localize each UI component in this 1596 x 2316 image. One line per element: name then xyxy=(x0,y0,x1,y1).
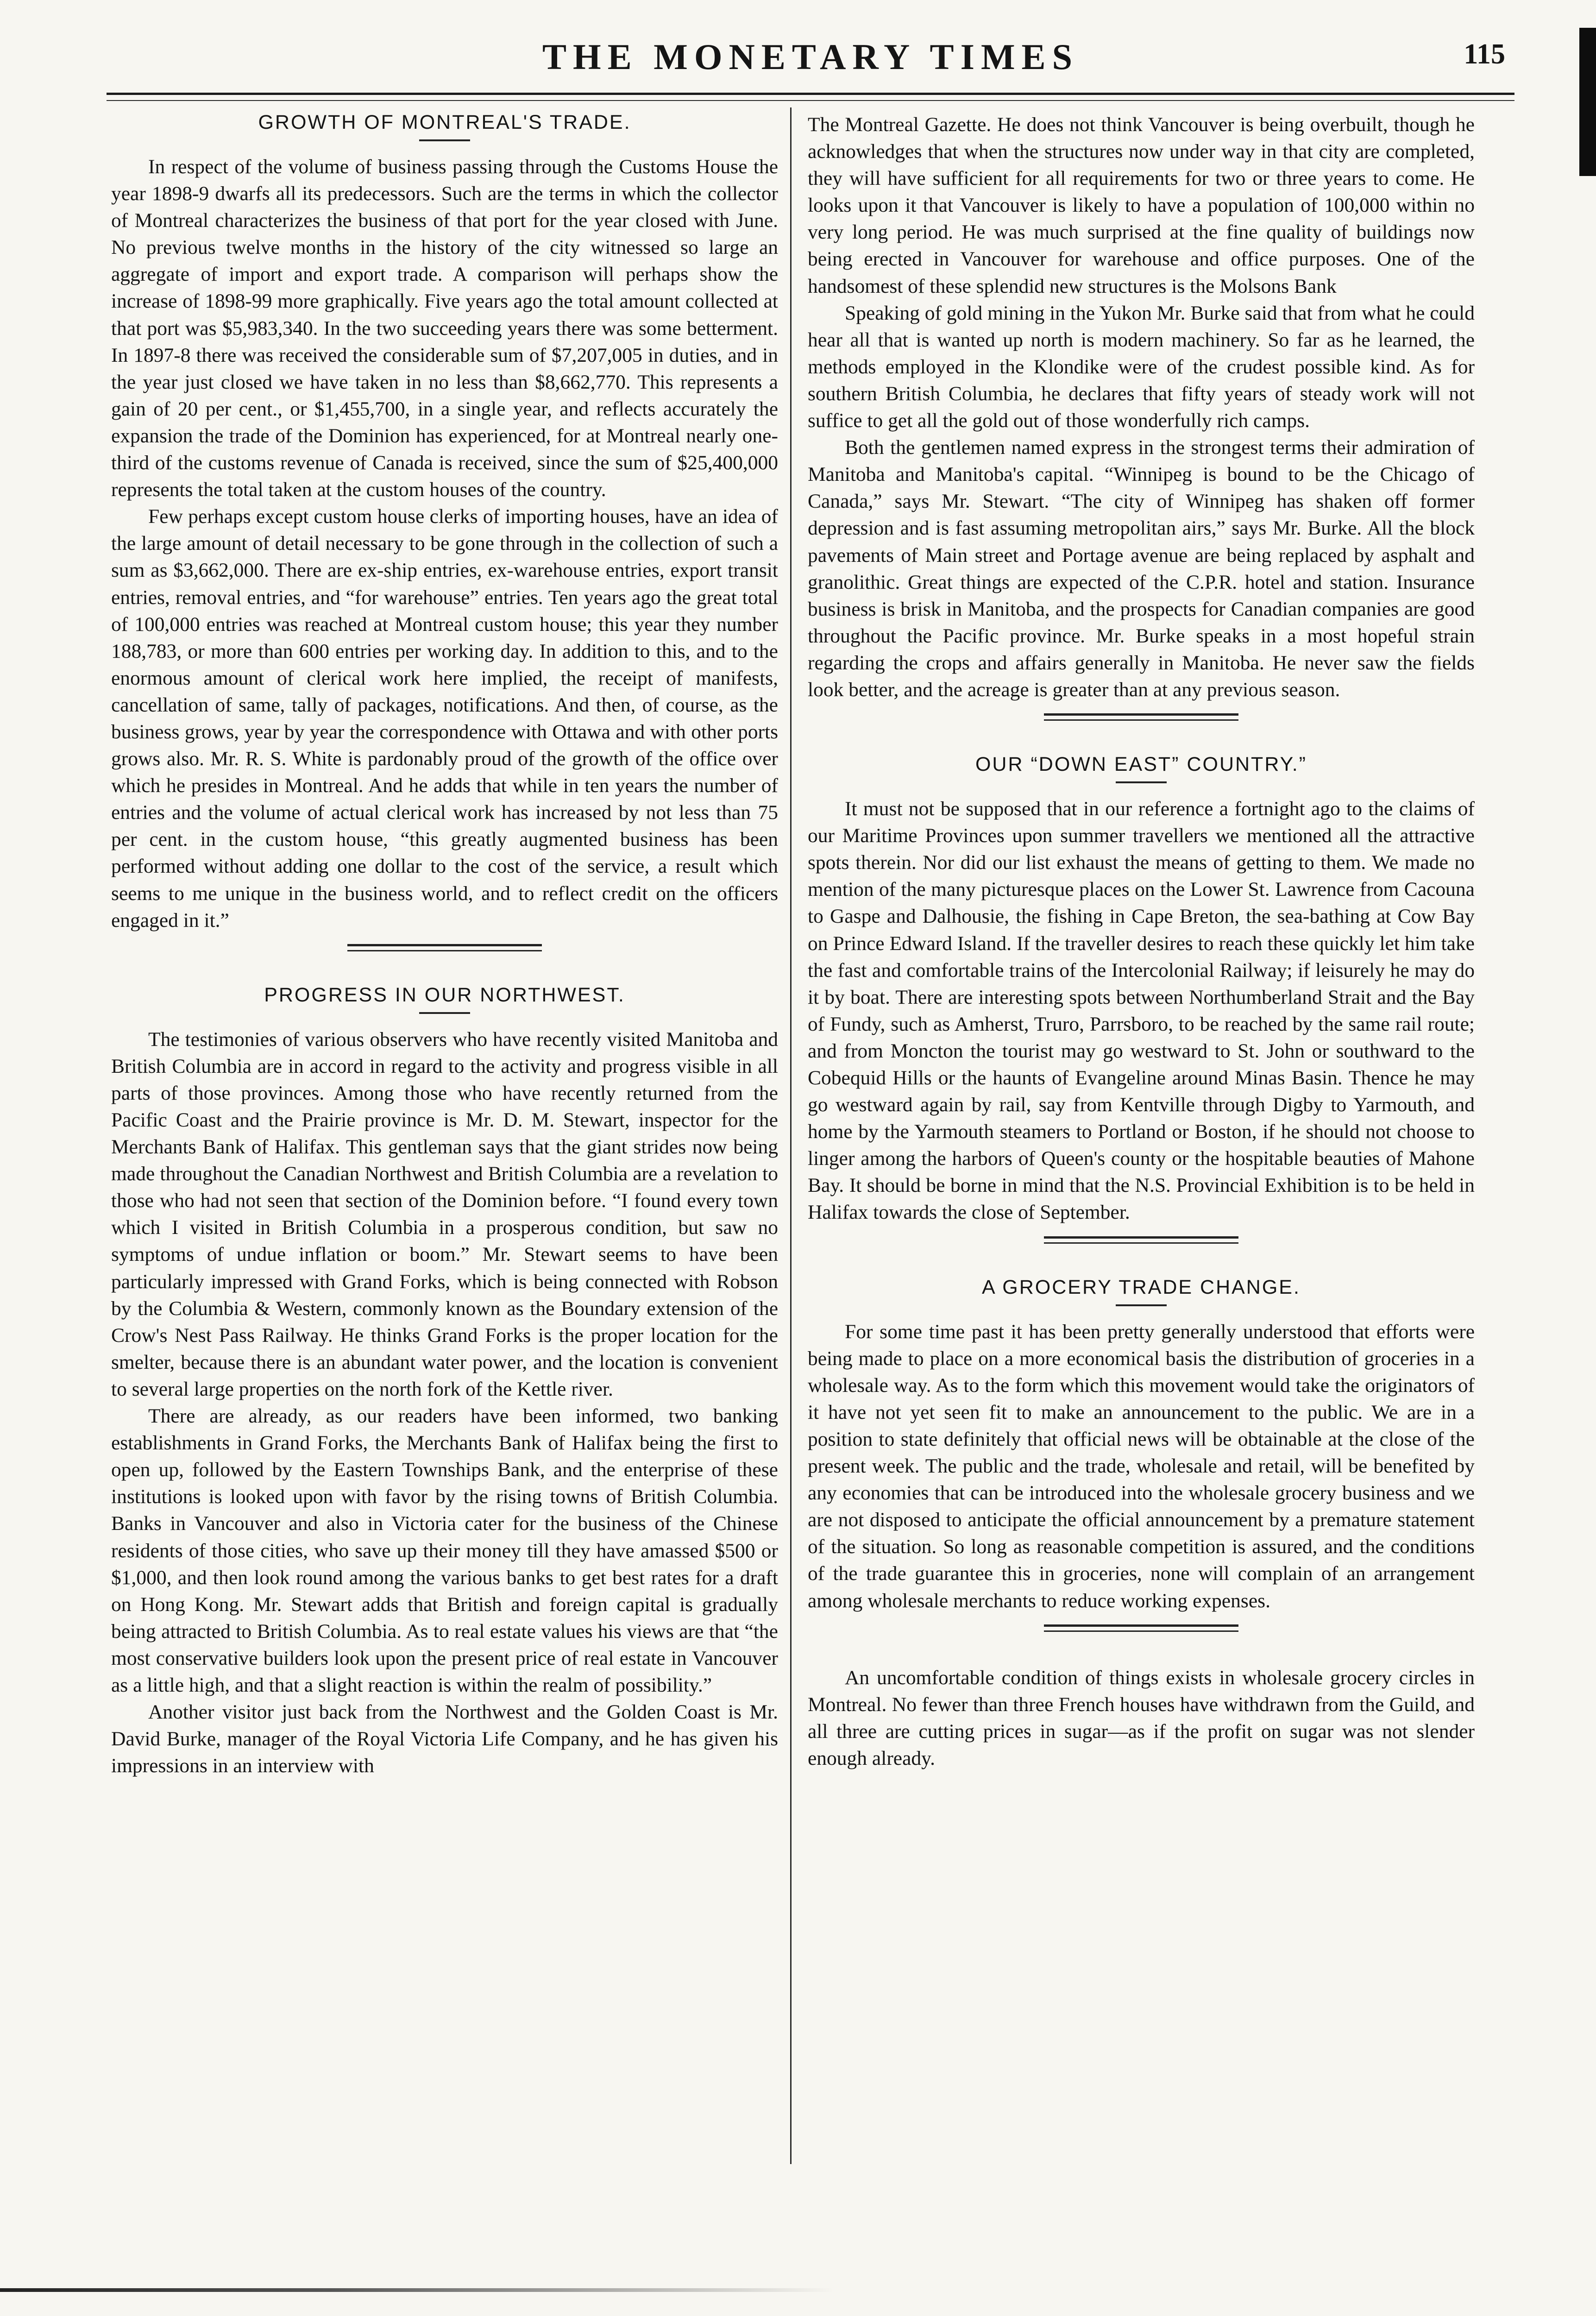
left-column xyxy=(111,111,778,1779)
article-paragraph: An uncomfortable condition of things exists in wholesale grocery circles in Montreal. No fewer than three French houses have withdrawn from the Guild, and all three are cutting prices in sugar—as if the profit on sugar was not slender enough already. xyxy=(808,1666,1475,1769)
article-growth-of-montreals-trade xyxy=(111,111,778,934)
masthead xyxy=(107,32,1514,88)
article-progress-in-our-northwest xyxy=(111,984,778,1780)
article-paragraph: The testimonies of various observers who have recently visited Manitoba and British Columbia are in accord in regard to the activity and progress visible in all parts of those provinces. Among those who have recently returned from the Pacific Coast and the Prairie province is Mr. D. M. Stewart, inspector for the Merchants Bank of Halifax. This gentleman says that the giant strides now being made throughout the Canadian Northwest and British Columbia are a revelation to those who had not seen that section of the Dominion before. “I found every town which I visited in British Columbia in a prosperous condition, but saw no symptoms of undue inflation or boom.” Mr. Stewart seems to have been particularly impressed with Grand Forks, which is being connected with Robson by the Columbia & Western, commonly known as the Boundary extension of the Crow's Nest Pass Railway. He thinks Grand Forks is the proper location for the smelter, because there is an abundant water power, and the location is convenient to several large properties on the north fork of the Kettle river. xyxy=(111,1028,778,1400)
article-heading: GROWTH OF MONTREAL'S TRADE. xyxy=(258,111,631,133)
article-heading: OUR “DOWN EAST” COUNTRY.” xyxy=(975,753,1307,776)
scan-bottom-edge xyxy=(0,2288,834,2292)
article-separator xyxy=(1044,1236,1238,1244)
article-heading: A GROCERY TRADE CHANGE. xyxy=(982,1276,1301,1298)
article-paragraph: Another visitor just back from the Northwest and the Golden Coast is Mr. David Burke, manager of the Royal Victoria Life Company, and he has given his impressions in an interview with xyxy=(111,1701,778,1777)
masthead-rule xyxy=(107,93,1514,95)
article-separator xyxy=(347,944,542,951)
article-separator xyxy=(1044,1624,1238,1632)
heading-rule xyxy=(1116,1304,1167,1306)
article-wholesale-grocery-note xyxy=(808,1664,1475,1772)
masthead-rule-thin xyxy=(107,100,1514,101)
article-paragraph: The Montreal Gazette. He does not think Vancouver is being overbuilt, though he acknowledges that when the structures now under way in that city are completed, they will have sufficient for all requirements for two or three years to come. He looks upon it that Vancouver is likely to have a population of 100,000 within no very long period. He was much surprised at the fine quality of buildings now being erected in Vancouver for warehouse and office purposes. One of the handsomest of these splendid new structures is the Molsons Bank xyxy=(808,113,1475,297)
article-paragraph: It must not be supposed that in our reference a fortnight ago to the claims of our Maritime Provinces upon summer travellers we mentioned all the attractive spots therein. Nor did our list exhaust the means of getting to them. We made no mention of the many picturesque places on the Lower St. Lawrence from Cacouna to Gaspe and Dalhousie, the fishing in Cape Breton, the sea-bathing at Cow Bay on Prince Edward Island. If the traveller desires to reach these quickly let him take the fast and comfortable trains of the Intercolonial Railway; if leisurely he may do it by boat. There are interesting spots between Northumberland Strait and the Bay of Fundy, such as Amherst, Truro, Parrsboro, to be reached by the same rail route; and from Moncton the tourist may go westward to St. John or southward to the Cobequid Hills or the haunts of Evangeline around Minas Basin. Thence he may go westward again by rail, say from Kentville through Digby to Yarmouth, and home by the Yarmouth steamers to Portland or Boston, if he should not choose to linger among the harbors of Queen's county or the hospitable beauties of Mahone Bay. It should be borne in mind that the N.S. Provincial Exhibition is to be held in Halifax towards the close of September. xyxy=(808,798,1475,1224)
article-paragraph: For some time past it has been pretty generally understood that efforts were being made to place on a more economical basis the distribution of groceries in a wholesale way. As to the form which this movement would take the originators of it have not yet seen fit to make an announcement to the public. We are in a position to state definitely that official news will be obtainable at the close of the present week. The public and the trade, wholesale and retail, will be benefited by any economies that can be introduced into the wholesale grocery business and we are not disposed to anticipate the official announcement by a premature statement of the situation. So long as reasonable competition is assured, and the conditions of the trade guarantee this in groceries, none will complain of an arrangement among wholesale merchants to reduce working expenses. xyxy=(808,1320,1475,1612)
heading-rule xyxy=(419,139,470,141)
article-grocery-trade-change xyxy=(808,1276,1475,1614)
heading-rule xyxy=(419,1012,470,1014)
heading-rule xyxy=(1116,781,1167,783)
column-divider xyxy=(790,107,792,2164)
right-column xyxy=(808,111,1475,1772)
article-paragraph: Speaking of gold mining in the Yukon Mr. Burke said that from what he could hear all that is wanted up north is modern machinery. So far as he learned, the methods employed in the Klondike were of the crudest possible kind. As for southern British Columbia, he declares that fifty years of steady work will not suffice to get all the gold out of those wonderfully rich camps. xyxy=(808,302,1475,432)
article-paragraph: Few perhaps except custom house clerks of importing houses, have an idea of the large amount of detail necessary to be gone through in the collection of such a sum as $3,662,000. There are ex-ship entries, ex-warehouse entries, export transit entries, removal entries, and “for warehouse” entries. Ten years ago the great total of 100,000 entries was reached at Montreal custom house; this year they number 188,783, or more than 600 entries per working day. In addition to this, and to the enormous amount of clerical work here implied, the receipt of manifests, cancellation of same, tally of packages, notifications. And then, of course, as the business grows, year by year the correspondence with Ottawa and with other ports grows also. Mr. R. S. White is pardonably proud of the growth of the office over which he presides in Montreal. And he adds that while in ten years the number of entries and the volume of actual clerical work has increased by not less than 75 per cent. in the custom house, “this greatly augmented business has been performed without adding one dollar to the cost of the service, a result which seems to me unique in the business world, and to reflect credit on the officers engaged in it.” xyxy=(111,505,778,931)
article-paragraph: Both the gentlemen named express in the strongest terms their admiration of Manitoba and Manitoba's capital. “Winnipeg is bound to be the Chicago of Canada,” says Mr. Stewart. “The city of Winnipeg has shaken off former depression and is fast assuming metropolitan airs,” says Mr. Burke. All the block pavements of Main street and Portage avenue are being replaced by asphalt and granolithic. Great things are expected of the C.P.R. hotel and station. Insurance business is brisk in Manitoba, and the prospects for Canadian companies are good throughout the Pacific province. Mr. Burke speaks in a most hopeful strain regarding the crops and affairs generally in Manitoba. He never saw the fields look better, and the acreage is greater than at any previous season. xyxy=(808,436,1475,701)
article-continuation xyxy=(808,111,1475,703)
page-number: 115 xyxy=(1464,38,1505,70)
article-paragraph: There are already, as our readers have been informed, two banking establishments in Grand Forks, the Merchants Bank of Halifax being the first to open up, followed by the Eastern Townships Bank, and the enterprise of these institutions is looked upon with favor by the rising towns of British Columbia. Banks in Vancouver and also in Victoria cater for the business of the Chinese residents of those cities, who save up their money till they have amassed $500 or $1,000, and then look round among the various banks to get best rates for a draft on Hong Kong. Mr. Stewart adds that British and foreign capital is gradually being attracted to British Columbia. As to real estate values his views are that “the most conservative builders look upon the present price of real estate in Vancouver as a little high, and that a slight reaction is within the realm of possibility.” xyxy=(111,1405,778,1696)
scan-edge-mark xyxy=(1579,28,1596,176)
article-heading: PROGRESS IN OUR NORTHWEST. xyxy=(264,983,625,1006)
article-down-east-country xyxy=(808,753,1475,1226)
article-separator xyxy=(1044,713,1238,721)
publication-title: THE MONETARY TIMES xyxy=(542,37,1079,77)
article-paragraph: In respect of the volume of business passing through the Customs House the year 1898-9 dwarfs all its predecessors. Such are the terms in which the collector of Montreal characterizes the business of that port for the year closed with June. No previous twelve months in the history of the city witnessed so large an aggregate of import and export trade. A comparison will perhaps show the increase of 1898-99 more graphically. Five years ago the total amount collected at that port was $5,983,340. In the two succeeding years there was some betterment. In 1897-8 there was received the considerable sum of $7,207,005 in duties, and in the year just closed we have taken in no less than $8,662,770. This represents a gain of 20 per cent., or $1,455,700, in a single year, and reflects accurately the expansion the trade of the Dominion has experienced, for at Montreal nearly one-third of the customs revenue of Canada is received, since the sum of $25,400,000 represents the total taken at the custom houses of the country. xyxy=(111,156,778,501)
